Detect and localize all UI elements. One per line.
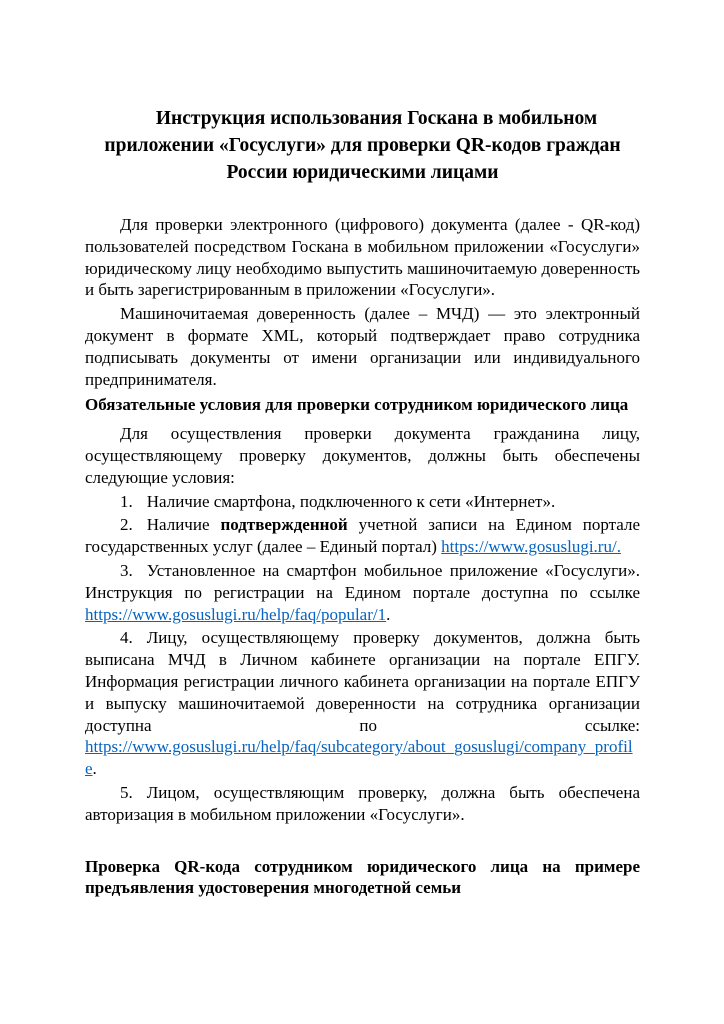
section-heading-qr-verification: Проверка QR-кода сотрудником юридического лица на примере предъявления удостоверения многодетной семьи: [85, 856, 640, 898]
list-item-number: 4.: [120, 628, 133, 648]
list-item-1: [85, 491, 640, 513]
list-item-text: .: [386, 604, 391, 624]
list-item-2: [85, 514, 640, 558]
list-item-text: Установленное на смартфон мобильное приложение «Госуслуги». Инструкция по регистрации на Едином портале доступна по ссылке: [85, 560, 640, 602]
document-title: Инструкция использования Госкана в мобильном приложении «Госуслуги» для проверки QR-кодов граждан России юридическими лицами: [104, 108, 621, 183]
list-item-number: 1.: [120, 491, 133, 511]
gosuslugi-portal-link[interactable]: https://www.gosuslugi.ru/.: [441, 537, 621, 557]
list-item-number: 3.: [120, 560, 133, 580]
confirmed-account-bold-text: подтвержденной: [220, 515, 348, 535]
list-item-text: учетной записи на Едином портале государственных услуг (далее – Единый портал): [85, 515, 641, 557]
list-item-text: Лицу, осуществляющему проверку документов, должна быть выписана МЧД в Личном кабинете организации на портале ЕПГУ. Информация регистрации личного кабинета организации на портале ЕПГУ и выпуску машиночитаемой доверенности на сотрудника организации доступна по ссылке:: [85, 628, 640, 735]
section-heading-conditions: Обязательные условия для проверки сотрудником юридического лица: [85, 395, 629, 415]
registration-faq-link[interactable]: https://www.gosuslugi.ru/help/faq/popular/1: [85, 604, 387, 624]
company-profile-link[interactable]: https://www.gosuslugi.ru/help/faq/subcategory/about_gosuslugi/company_profile: [85, 737, 633, 779]
list-item-5: [85, 782, 640, 826]
list-item-3: [85, 560, 640, 625]
paragraph-intro: Для проверки электронного (цифрового) документа (далее - QR-код) пользователей посредством Госкана в мобильном приложении «Госуслуги» юридическому лицу необходимо выпустить машиночитаемую доверенность и быть зарегистрированным в приложении «Госуслуги».: [85, 215, 640, 300]
paragraph-conditions-intro: Для осуществления проверки документа гражданина лицу, осуществляющему проверку документов, должны быть обеспечены следующие условия:: [85, 424, 640, 487]
list-item-number: 5.: [120, 782, 133, 802]
list-item-text: Наличие: [146, 515, 221, 535]
list-item-text: .: [92, 759, 97, 779]
list-item-text: Лицом, осуществляющим проверку, должна быть обеспечена авторизация в мобильном приложении «Госуслуги».: [85, 782, 640, 824]
list-item-4: [85, 627, 640, 780]
list-item-text: Наличие смартфона, подключенного к сети «Интернет».: [146, 491, 556, 511]
list-item-number: 2.: [120, 515, 133, 535]
paragraph-mchd-definition: Машиночитаемая доверенность (далее – МЧД) — это электронный документ в формате XML, который подтверждает право сотрудника подписывать документы от имени организации или индивидуального предпринимателя.: [85, 304, 640, 389]
